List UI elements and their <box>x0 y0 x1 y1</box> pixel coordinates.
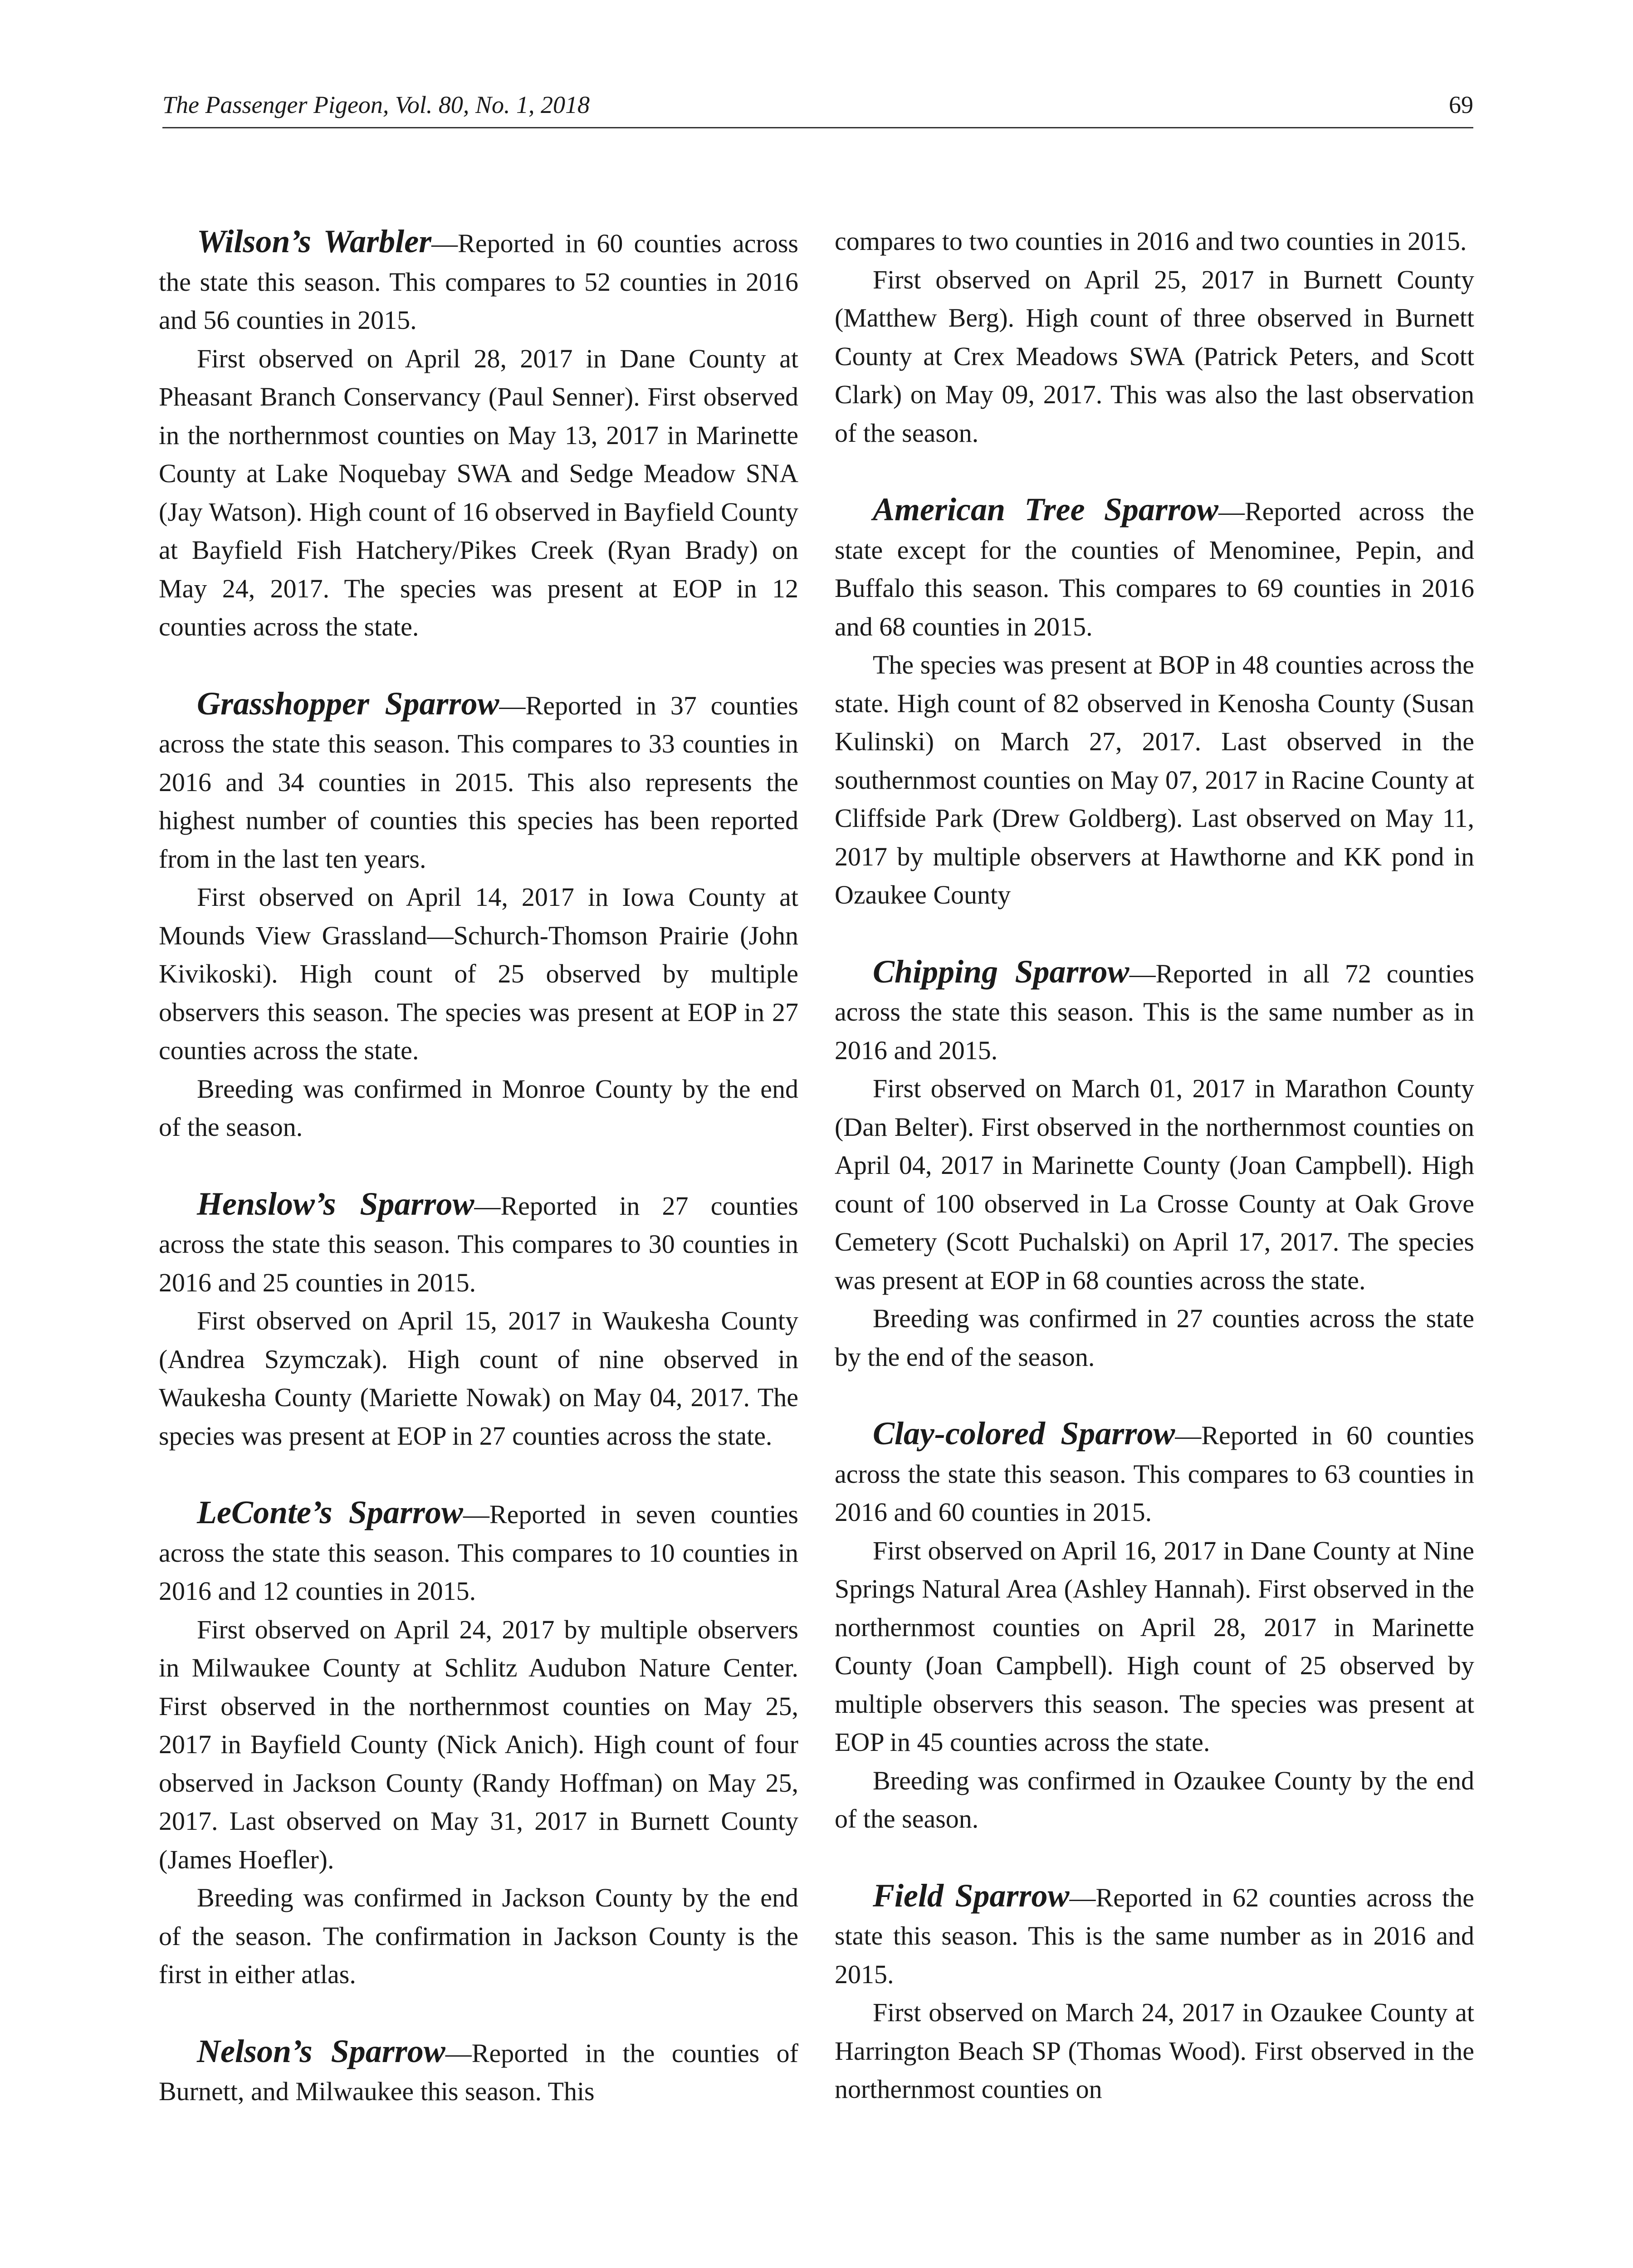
species-name: Wilson’s Warbler <box>197 223 432 259</box>
account-paragraph <box>159 1879 798 1994</box>
species-account <box>835 1877 1474 2109</box>
species-name: LeConte’s Sparrow <box>197 1494 463 1530</box>
running-header <box>162 86 1473 128</box>
em-dash: — <box>431 229 458 258</box>
em-dash: — <box>1069 1882 1096 1912</box>
account-paragraph <box>835 1532 1474 1762</box>
em-dash: — <box>1175 1421 1202 1450</box>
em-dash: — <box>499 690 526 720</box>
account-paragraph <box>159 222 798 340</box>
account-paragraph <box>835 646 1474 914</box>
paragraph-text: Breeding was confirmed in 27 counties across the state by the end of the season. <box>835 1304 1474 1372</box>
account-paragraph <box>835 1070 1474 1300</box>
account-paragraph <box>835 953 1474 1070</box>
paragraph-text: Reported in 60 counties across the state this season. This compares to 63 counties in 2016 and 60 counties in 2015. <box>835 1421 1474 1527</box>
paragraph-text: compares to two counties in 2016 and two counties in 2015. <box>835 226 1467 256</box>
em-dash: — <box>463 1500 489 1529</box>
left-column <box>159 222 798 2149</box>
paragraph-text: First observed on March 01, 2017 in Marathon County (Dan Belter). First observed in the northernmost counties on April 04, 2017 in Marinette County (Joan Campbell). High count of 100 observed in La Crosse County at Oak Grove Cemetery (Scott Puchalski) on April 17, 2017. The species was present at EOP in 68 counties across the state. <box>835 1074 1474 1295</box>
paragraph-text: First observed on April 28, 2017 in Dane County at Pheasant Branch Conservancy (Paul Senner). First observed in the northernmost counties on May 13, 2017 in Marinette County at Lake Noquebay SWA and Sedge Meadow SNA (Jay Watson). High count of 16 observed in Bayfield County at Bayfield Fish Hatchery/Pikes Creek (Ryan Brady) on May 24, 2017. The species was present at EOP in 12 counties across the state. <box>159 343 798 641</box>
paragraph-text: Breeding was confirmed in Monroe County by the end of the season. <box>159 1074 798 1142</box>
paragraph-text: Reported in seven counties across the state this season. This compares to 10 counties in 2016 and 12 counties in 2015. <box>159 1500 798 1606</box>
paragraph-text: The species was present at BOP in 48 counties across the state. High count of 82 observed in Kenosha County (Susan Kulinski) on March 27, 2017. Last observed in the southernmost counties on May 07, 2017 in Racine County at Cliffside Park (Drew Goldberg). Last observed on May 11, 2017 by multiple observers at Hawthorne and KK pond in Ozaukee County <box>835 650 1474 909</box>
account-paragraph <box>159 878 798 1070</box>
species-account <box>835 222 1474 452</box>
species-account <box>159 684 798 1147</box>
em-dash: — <box>445 2038 472 2068</box>
right-column <box>835 222 1474 2147</box>
species-account <box>159 1185 798 1456</box>
paragraph-text: Breeding was confirmed in Ozaukee County by the end of the season. <box>835 1765 1474 1833</box>
account-paragraph <box>159 340 798 646</box>
paragraph-text: First observed on April 25, 2017 in Burnett County (Matthew Berg). High count of three observed in Burnett County at Crex Meadows SWA (Patrick Peters, and Scott Clark) on May 09, 2017. This was also the last observation of the season. <box>835 264 1474 448</box>
em-dash: — <box>1129 958 1156 988</box>
account-paragraph <box>159 1493 798 1611</box>
species-name: Henslow’s Sparrow <box>197 1185 474 1222</box>
species-account <box>835 1414 1474 1838</box>
account-paragraph <box>835 1762 1474 1838</box>
paragraph-text: First observed on April 24, 2017 by multiple observers in Milwaukee County at Schlitz Audubon Nature Center. First observed in the northernmost counties on May 25, 2017 in Bayfield County (Nick Anich). High count of four observed in Jackson County (Randy Hoffman) on May 25, 2017. Last observed on May 31, 2017 in Burnett County (James Hoefler). <box>159 1614 798 1874</box>
account-paragraph <box>835 490 1474 646</box>
account-paragraph <box>835 222 1474 261</box>
account-paragraph <box>835 1877 1474 1994</box>
account-paragraph <box>159 684 798 879</box>
species-name: Field Sparrow <box>873 1877 1070 1914</box>
species-account <box>835 953 1474 1377</box>
account-paragraph <box>835 1414 1474 1532</box>
account-paragraph <box>835 261 1474 453</box>
species-account <box>835 490 1474 914</box>
species-account <box>159 222 798 646</box>
paragraph-text: First observed on April 16, 2017 in Dane County at Nine Springs Natural Area (Ashley Hannah). First observed in the northernmost counties on April 28, 2017 in Marinette County (Joan Campbell). High count of 25 observed by multiple observers this season. The species was present at EOP in 45 counties across the state. <box>835 1535 1474 1757</box>
species-account <box>159 1493 798 1994</box>
species-name: Clay-colored Sparrow <box>873 1415 1175 1452</box>
species-name: American Tree Sparrow <box>873 491 1218 528</box>
paragraph-text: Reported across the state except for the counties of Menominee, Pepin, and Buffalo this season. This compares to 69 counties in 2016 and 68 counties in 2015. <box>835 497 1475 641</box>
paragraph-text: Reported in 62 counties across the state this season. This is the same number as in 2016 and 2015. <box>835 1882 1474 1989</box>
paragraph-text: First observed on April 15, 2017 in Waukesha County (Andrea Szymczak). High count of nine observed in Waukesha County (Mariette Nowak) on May 04, 2017. The species was present at EOP in 27 counties across the state. <box>159 1306 798 1451</box>
account-paragraph <box>835 1300 1474 1376</box>
paragraph-text: Reported in all 72 counties across the state this season. This is the same number as in 2016 and 2015. <box>835 958 1474 1065</box>
paragraph-text: Breeding was confirmed in Jackson County by the end of the season. The confirmation in Jackson County is the first in either atlas. <box>159 1883 798 1989</box>
species-account <box>159 2032 798 2111</box>
species-name: Nelson’s Sparrow <box>197 2033 445 2069</box>
journal-title: The Passenger Pigeon, Vol. 80, No. 1, 2018 <box>162 91 590 118</box>
species-name: Grasshopper Sparrow <box>197 685 499 722</box>
account-paragraph <box>159 1185 798 1302</box>
paragraph-text: Reported in 27 counties across the state this season. This compares to 30 counties in 2016 and 25 counties in 2015. <box>159 1191 798 1297</box>
account-paragraph <box>159 1611 798 1879</box>
page-number: 69 <box>1449 91 1473 118</box>
paragraph-text: First observed on March 24, 2017 in Ozaukee County at Harrington Beach SP (Thomas Wood). First observed in the northernmost counties on <box>835 1998 1474 2104</box>
paragraph-text: Reported in 60 counties across the state this season. This compares to 52 counties in 2016 and 56 counties in 2015. <box>159 229 798 335</box>
paragraph-text: Reported in 37 counties across the state this season. This compares to 33 counties in 2016 and 34 counties in 2015. This also represents the highest number of counties this species has been reported from in the last ten years. <box>159 690 798 874</box>
account-paragraph <box>835 1994 1474 2109</box>
account-paragraph <box>159 1302 798 1455</box>
paragraph-text: Reported in the counties of Burnett, and Milwaukee this season. This <box>159 2038 798 2106</box>
em-dash: — <box>1218 497 1245 526</box>
account-paragraph <box>159 2032 798 2111</box>
account-paragraph <box>159 1070 798 1147</box>
em-dash: — <box>474 1191 501 1221</box>
paragraph-text: First observed on April 14, 2017 in Iowa County at Mounds View Grassland—Schurch-Thomson Prairie (John Kivikoski). High count of 25 observed by multiple observers this season. The species was present at EOP in 27 counties across the state. <box>159 882 798 1065</box>
species-name: Chipping Sparrow <box>873 953 1129 990</box>
